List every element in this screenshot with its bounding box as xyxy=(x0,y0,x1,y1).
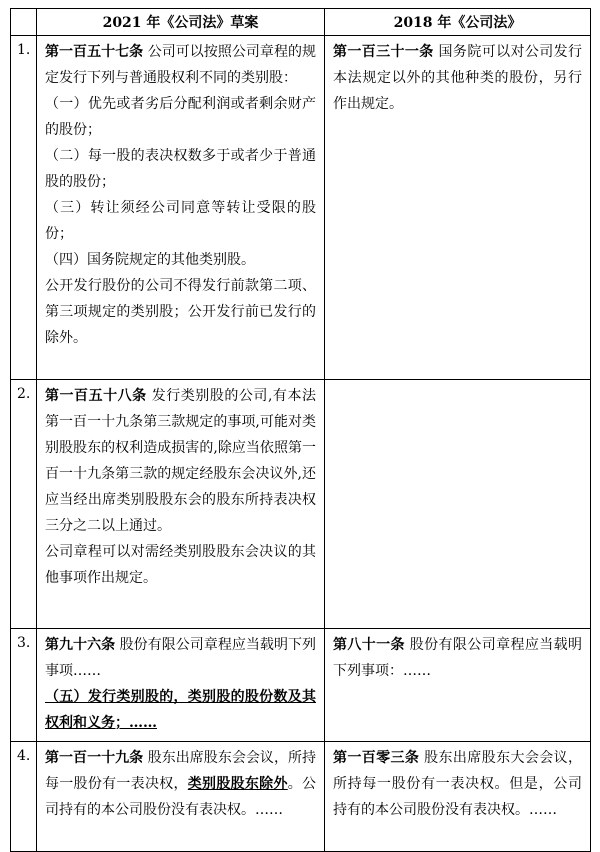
clause-item: （三）转让须经公司同意等转让受限的股份； xyxy=(45,200,316,242)
table-row xyxy=(11,742,591,852)
article-paragraph xyxy=(45,39,316,91)
article-text: 国务院可以对公司发行本法规定以外的其他种类的股份，另行作出规定。 xyxy=(333,44,583,112)
row-number: 1. xyxy=(11,36,37,380)
comparison-table xyxy=(10,8,591,852)
article-paragraph: 公司章程可以对需经类别股股东会决议的其他事项作出规定。 xyxy=(45,544,316,586)
header-2021-draft: 2021 年《公司法》草案 xyxy=(37,9,325,36)
article-number: 第一百一十九条 xyxy=(45,750,144,766)
article-number: 第一百五十七条 xyxy=(45,44,144,60)
article-paragraph xyxy=(45,632,316,684)
article-paragraph xyxy=(333,39,582,117)
law-cell xyxy=(325,629,591,742)
article-paragraph: 公开发行股份的公司不得发行前款第二项、第三项规定的类别股；公开发行前已发行的除外。 xyxy=(45,278,316,346)
article-text: 。公司持有的本公司股份没有表决权。…… xyxy=(45,776,317,818)
header-2018-law: 2018 年《公司法》 xyxy=(325,9,591,36)
row-number: 4. xyxy=(11,742,37,852)
header-number xyxy=(11,9,37,36)
article-number: 第一百三十一条 xyxy=(333,44,434,60)
law-cell xyxy=(325,36,591,380)
article-text: 股东出席股东会会议，所持每一股份有一表决权， xyxy=(45,750,317,792)
article-number: 第九十六条 xyxy=(45,637,116,653)
clause-item: （四）国务院规定的其他类别股。 xyxy=(45,252,255,268)
table-row xyxy=(11,380,591,629)
article-paragraph xyxy=(45,745,316,823)
article-text: 股份有限公司章程应当载明下列事项…… xyxy=(45,637,317,679)
article-paragraph xyxy=(45,383,316,539)
highlighted-phrase: 类别股股东除外 xyxy=(187,776,288,792)
article-text: 股东出席股东大会会议，所持每一股份有一表决权。但是，公司持有的本公司股份没有表决权。…… xyxy=(333,750,583,818)
row-number: 3. xyxy=(11,629,37,742)
article-number: 第一百零三条 xyxy=(333,750,420,766)
law-cell xyxy=(325,742,591,852)
comparison-document xyxy=(10,8,591,852)
table-row xyxy=(11,36,591,380)
article-number: 第一百五十八条 xyxy=(45,388,147,404)
article-text: 公司可以按照公司章程的规定发行下列与普通股权利不同的类别股： xyxy=(45,44,317,86)
draft-cell xyxy=(37,380,325,629)
clause-item: （二）每一股的表决权数多于或者少于普通股的股份； xyxy=(45,148,316,190)
article-paragraph xyxy=(333,745,582,823)
article-text: 发行类别股的公司,有本法第一百一十九条第三款规定的事项,可能对类别股股东的权利造成损害的,除应当依照第一百一十九条第三款的规定经股东会决议外,还应当经出席类别股股东会的股东所持表决权三分之二以上通过。 xyxy=(45,388,316,534)
clause-item: （一）优先或者劣后分配利润或者剩余财产的股份； xyxy=(45,96,316,138)
table-header-row xyxy=(11,9,591,36)
article-paragraph xyxy=(333,632,582,684)
article-number: 第八十一条 xyxy=(333,637,405,653)
draft-cell xyxy=(37,742,325,852)
law-cell xyxy=(325,380,591,629)
draft-cell xyxy=(37,36,325,380)
highlighted-clause: （五）发行类别股的，类别股的股份数及其权利和义务；…… xyxy=(45,689,316,731)
draft-cell xyxy=(37,629,325,742)
table-row xyxy=(11,629,591,742)
row-number: 2. xyxy=(11,380,37,629)
article-text: 股份有限公司章程应当载明下列事项：…… xyxy=(333,637,583,679)
